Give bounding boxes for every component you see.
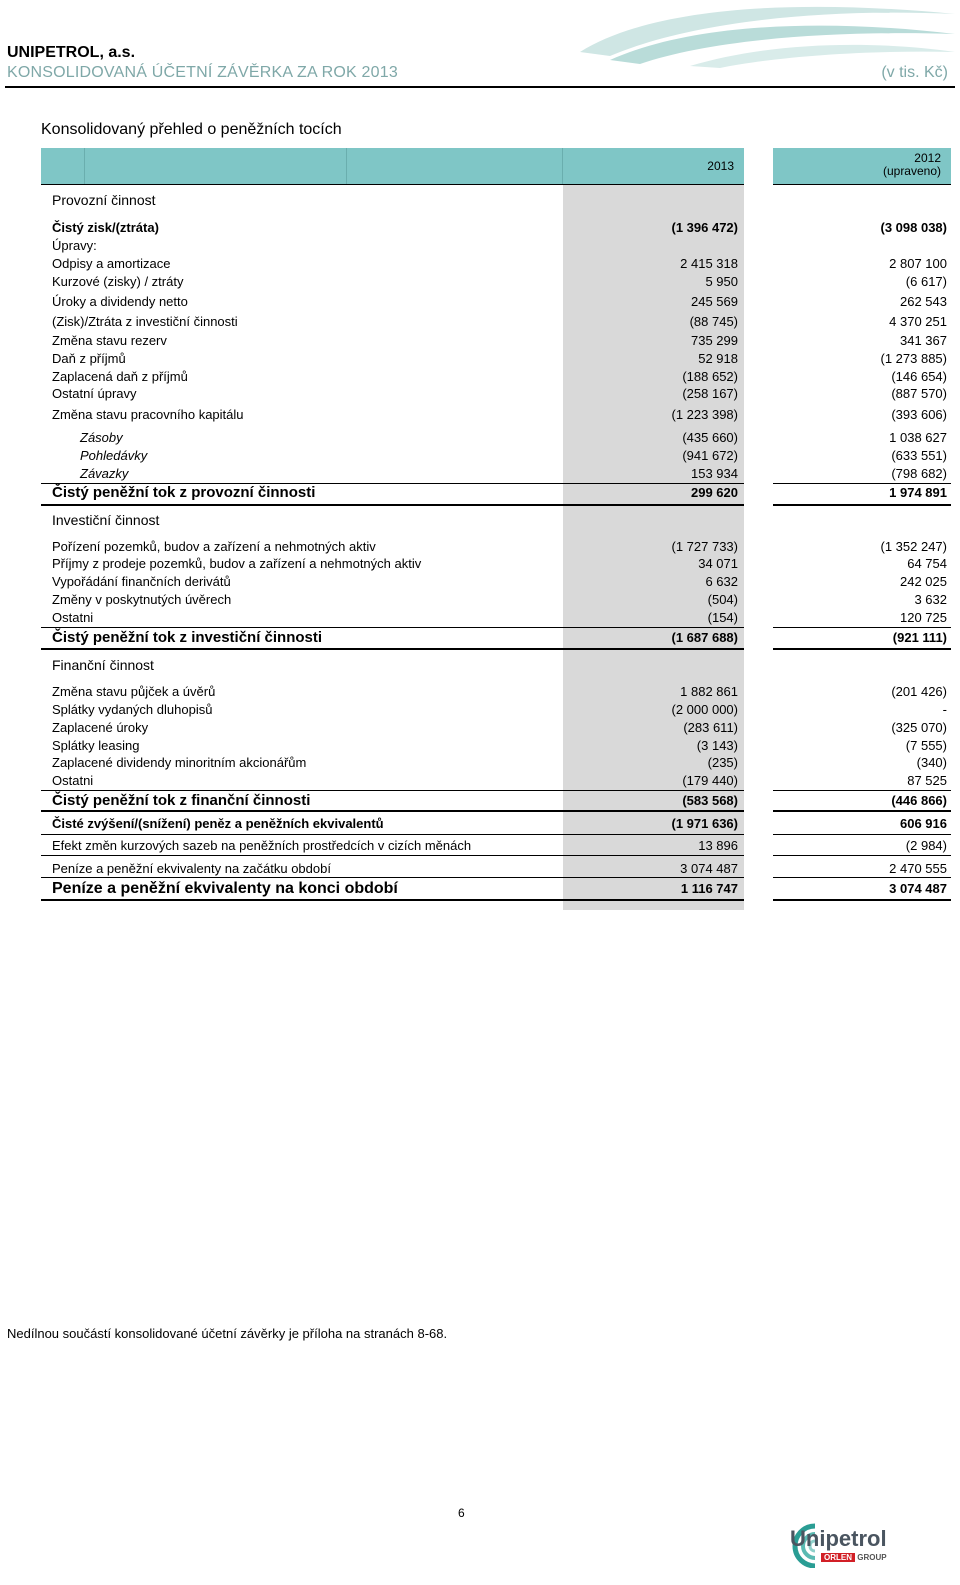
total-rule bbox=[41, 834, 744, 835]
value-2013: 34 071 bbox=[698, 556, 738, 571]
logo-wordmark: Unipetrol bbox=[790, 1526, 887, 1551]
value-2013: 299 620 bbox=[691, 485, 738, 500]
row-label: Investiční činnost bbox=[52, 512, 160, 528]
row-label: Pohledávky bbox=[80, 448, 148, 463]
row-label: Splátky vydaných dluhopisů bbox=[52, 702, 213, 717]
row-label: Změna stavu rezerv bbox=[52, 333, 167, 348]
row-label: Změna stavu půjček a úvěrů bbox=[52, 684, 216, 699]
row-label: Efekt změn kurzových sazeb na peněžních prostředcích v cizích měnách bbox=[52, 838, 472, 853]
value-2013: (1 223 398) bbox=[671, 407, 738, 422]
total-rule bbox=[773, 648, 951, 650]
row-label: Zaplacené úroky bbox=[52, 720, 149, 735]
row-label: Ostatní úpravy bbox=[52, 386, 137, 401]
value-2013: 5 950 bbox=[705, 274, 738, 289]
value-2012: (887 570) bbox=[891, 386, 947, 401]
value-2012: (921 111) bbox=[892, 630, 947, 645]
row-label: Vypořádání finančních derivátů bbox=[52, 574, 231, 589]
value-2012: 3 632 bbox=[914, 592, 947, 607]
row-label: Změna stavu pracovního kapitálu bbox=[52, 407, 244, 422]
row-label: Úpravy: bbox=[52, 238, 97, 253]
value-2012: 262 543 bbox=[900, 294, 947, 309]
total-rule bbox=[41, 899, 744, 901]
total-rule bbox=[41, 627, 744, 628]
value-2012: (325 070) bbox=[891, 720, 947, 735]
value-2013: (3 143) bbox=[696, 738, 738, 753]
value-2013: (2 000 000) bbox=[671, 702, 738, 717]
value-2012: 2 807 100 bbox=[889, 256, 947, 271]
total-rule bbox=[41, 810, 744, 812]
value-2012: (146 654) bbox=[891, 369, 947, 384]
value-2012: 1 038 627 bbox=[889, 430, 947, 445]
total-rule bbox=[41, 504, 744, 506]
value-2012: 87 525 bbox=[907, 773, 947, 788]
value-2012: 3 074 487 bbox=[889, 881, 947, 896]
value-2013: 153 934 bbox=[691, 466, 738, 481]
value-2013: (583 568) bbox=[682, 793, 738, 808]
value-2013: 52 918 bbox=[698, 351, 738, 366]
value-2013: 1 116 747 bbox=[680, 881, 738, 896]
row-label: Finanční činnost bbox=[52, 657, 154, 673]
row-label: Zásoby bbox=[80, 430, 123, 445]
row-label: Zaplacená daň z příjmů bbox=[52, 369, 188, 384]
value-2013: (283 611) bbox=[683, 720, 738, 735]
total-rule bbox=[773, 899, 951, 901]
value-2013: (1 971 636) bbox=[671, 816, 738, 831]
total-rule bbox=[773, 877, 951, 878]
row-label: (Zisk)/Ztráta z investiční činnosti bbox=[52, 314, 238, 329]
statement-title: Konsolidovaný přehled o peněžních tocích bbox=[41, 121, 342, 138]
row-label: Pořízení pozemků, budov a zařízení a nehmotných aktiv bbox=[52, 539, 376, 554]
company-name: UNIPETROL, a.s. bbox=[7, 44, 136, 61]
value-2013: 245 569 bbox=[691, 294, 738, 309]
column-header-2013: 2013 bbox=[707, 159, 734, 173]
orlen-group-badge: ORLEN GROUP bbox=[821, 1553, 887, 1562]
row-label: Peníze a peněžní ekvivalenty na konci období bbox=[52, 880, 398, 897]
value-2013: (154) bbox=[707, 610, 738, 625]
row-label: Čistý peněžní tok z finanční činnosti bbox=[52, 792, 311, 809]
value-2013: (941 672) bbox=[682, 448, 738, 463]
row-label: Čisté zvýšení/(snížení) peněz a peněžních ekvivalentů bbox=[52, 816, 384, 831]
value-2013: 2 415 318 bbox=[680, 256, 738, 271]
row-label: Daň z příjmů bbox=[52, 351, 126, 366]
value-2012: (1 352 247) bbox=[880, 539, 947, 554]
value-2012: (340) bbox=[916, 755, 947, 770]
value-2012: 341 367 bbox=[900, 333, 947, 348]
row-label: Úroky a dividendy netto bbox=[52, 294, 188, 309]
footnote: Nedílnou součástí konsolidované účetní závěrky je příloha na stranách 8-68. bbox=[7, 1326, 448, 1341]
value-2012: (446 866) bbox=[891, 793, 947, 808]
value-2013: (1 687 688) bbox=[671, 630, 738, 645]
value-2012: (7 555) bbox=[905, 738, 947, 753]
value-2013: (1 727 733) bbox=[671, 539, 738, 554]
value-2013: (179 440) bbox=[682, 773, 738, 788]
value-2013: (435 660) bbox=[682, 430, 738, 445]
value-2013: 3 074 487 bbox=[680, 861, 738, 876]
value-2012: 64 754 bbox=[907, 556, 947, 571]
row-label: Změny v poskytnutých úvěrech bbox=[52, 592, 232, 607]
value-2012: (1 273 885) bbox=[880, 351, 947, 366]
row-label: Zaplacené dividendy minoritním akcionářům bbox=[52, 755, 307, 770]
value-2012: (393 606) bbox=[891, 407, 947, 422]
row-label: Odpisy a amortizace bbox=[52, 256, 171, 271]
column-header-2012: 2012 (upraveno) bbox=[882, 151, 941, 178]
value-2012: 2 470 555 bbox=[889, 861, 947, 876]
row-label: Peníze a peněžní ekvivalenty na začátku období bbox=[52, 861, 331, 876]
value-2012: (3 098 038) bbox=[880, 220, 947, 235]
total-rule bbox=[41, 877, 744, 878]
value-2013: (504) bbox=[707, 592, 738, 607]
value-2012: 4 370 251 bbox=[889, 314, 947, 329]
total-rule bbox=[773, 855, 951, 856]
total-rule bbox=[773, 790, 951, 791]
value-2013: (235) bbox=[707, 755, 738, 770]
value-2013: (88 745) bbox=[689, 314, 738, 329]
value-2012: - bbox=[942, 702, 947, 717]
value-2013: 1 882 861 bbox=[680, 684, 738, 699]
row-label: Provozní činnost bbox=[52, 192, 156, 208]
total-rule bbox=[41, 648, 744, 650]
row-label: Příjmy z prodeje pozemků, budov a zařízení a nehmotných aktiv bbox=[52, 556, 422, 571]
total-rule bbox=[773, 627, 951, 628]
row-label: Ostatni bbox=[52, 610, 94, 625]
row-label: Čistý peněžní tok z investiční činnosti bbox=[52, 629, 323, 646]
report-subtitle: KONSOLIDOVANÁ ÚČETNÍ ZÁVĚRKA ZA ROK 2013 bbox=[7, 64, 398, 81]
total-rule bbox=[773, 810, 951, 812]
row-label: Čistý peněžní tok z provozní činnosti bbox=[52, 484, 316, 501]
value-2013: (258 167) bbox=[682, 386, 738, 401]
value-2013: (188 652) bbox=[682, 369, 738, 384]
total-rule bbox=[773, 504, 951, 506]
row-label: Závazky bbox=[80, 466, 129, 481]
value-2012: (201 426) bbox=[891, 684, 947, 699]
row-label: Kurzové (zisky) / ztráty bbox=[52, 274, 184, 289]
value-2012: (798 682) bbox=[891, 466, 947, 481]
total-rule bbox=[773, 834, 951, 835]
value-2012: (2 984) bbox=[905, 838, 947, 853]
value-2012: 606 916 bbox=[900, 816, 947, 831]
value-2013: 13 896 bbox=[698, 838, 738, 853]
value-2012: 120 725 bbox=[900, 610, 947, 625]
row-label: Splátky leasing bbox=[52, 738, 140, 753]
value-2012: (633 551) bbox=[891, 448, 947, 463]
row-label: Čistý zisk/(ztráta) bbox=[52, 220, 159, 235]
value-2012: 1 974 891 bbox=[889, 485, 947, 500]
value-2012: 242 025 bbox=[900, 574, 947, 589]
page-number: 6 bbox=[458, 1506, 465, 1520]
total-rule bbox=[41, 790, 744, 791]
value-2013: (1 396 472) bbox=[671, 220, 738, 235]
value-2013: 735 299 bbox=[691, 333, 738, 348]
currency-unit: (v tis. Kč) bbox=[881, 64, 948, 81]
total-rule bbox=[41, 855, 744, 856]
value-2013: 6 632 bbox=[705, 574, 738, 589]
row-label: Ostatni bbox=[52, 773, 94, 788]
value-2012: (6 617) bbox=[905, 274, 947, 289]
